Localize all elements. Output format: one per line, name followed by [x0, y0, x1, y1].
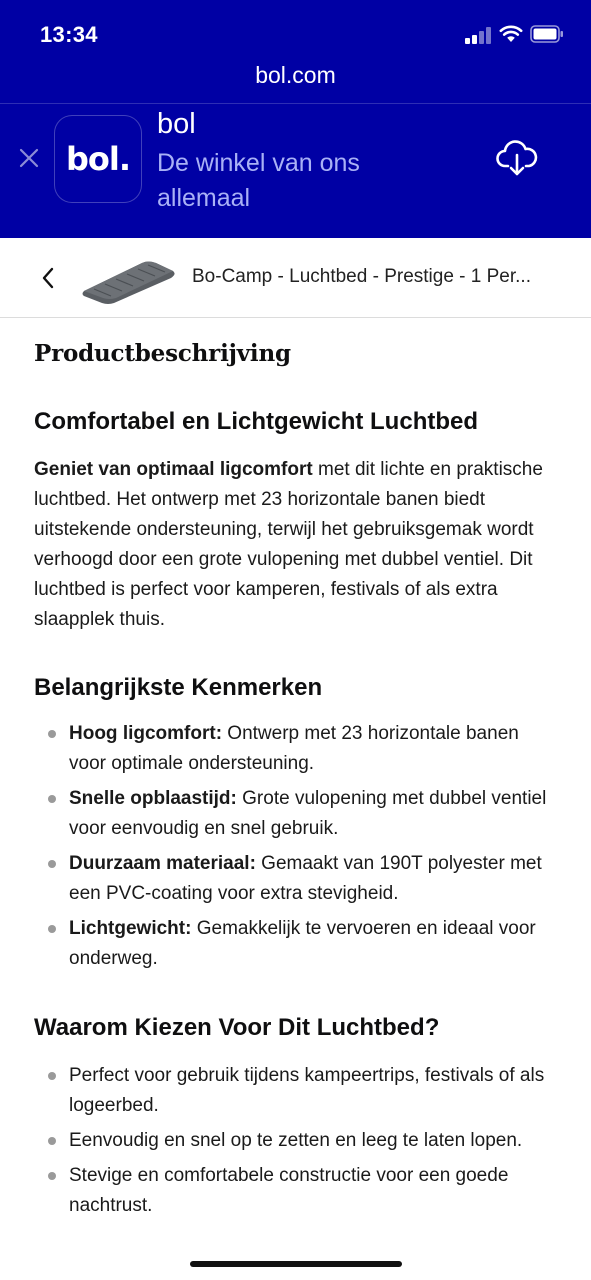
feature-text: Gemakkelijk te vervoeren en ideaal voor onderweg.: [69, 918, 536, 969]
app-logo-text: bol.: [65, 140, 130, 178]
list-item: [34, 784, 554, 844]
intro-text: met dit lichte en praktische luchtbed. Het ontwerp met 23 horizontale banen biedt uitstekende ondersteuning, terwijl het gebruiksgemak wordt verhoogd door een grote vulopening met dubbel ventiel. Dit luchtbed is perfect voor kamperen, festivals of als extra slaapplek thuis.: [34, 459, 543, 630]
app-tagline: De winkel van ons allemaal: [157, 149, 360, 212]
list-item: [34, 719, 554, 779]
heading-comfortable: Comfortabel en Lichtgewicht Luchtbed: [34, 408, 479, 435]
feature-text: Gemaakt van 190T polyester met een PVC-coating voor extra stevigheid.: [69, 853, 542, 904]
list-item: Eenvoudig en snel op te zetten en leeg te laten lopen.: [34, 1126, 554, 1156]
list-item: Perfect voor gebruik tijdens kampeertrips, festivals of als logeerbed.: [34, 1061, 554, 1121]
heading-why: Waarom Kiezen Voor Dit Luchtbed?: [34, 1014, 440, 1041]
intro-bold: Geniet van optimaal ligcomfort: [34, 459, 313, 480]
product-header: [0, 238, 591, 318]
feature-label: Duurzaam materiaal:: [69, 853, 256, 874]
app-top-area: [0, 0, 591, 238]
signal-icon: [465, 26, 493, 44]
download-cloud-icon[interactable]: [496, 138, 538, 178]
feature-label: Lichtgewicht:: [69, 918, 192, 939]
back-chevron-icon[interactable]: [38, 264, 58, 292]
list-item: Stevige en comfortabele constructie voor een goede nachtrust.: [34, 1161, 554, 1221]
app-logo[interactable]: [54, 115, 142, 203]
reasons-list: [34, 1061, 554, 1226]
list-item: [34, 849, 554, 909]
wifi-icon: [499, 24, 523, 44]
product-title[interactable]: Bo-Camp - Luchtbed - Prestige - 1 Per...: [192, 266, 531, 287]
close-icon[interactable]: [17, 146, 41, 170]
list-item: [34, 914, 554, 974]
feature-label: Hoog ligcomfort:: [69, 723, 223, 744]
status-time: 13:34: [40, 22, 98, 47]
feature-text: Grote vulopening met dubbel ventiel voor eenvoudig en snel gebruik.: [69, 788, 547, 839]
feature-text: Ontwerp met 23 horizontale banen voor optimale ondersteuning.: [69, 723, 519, 774]
feature-label: Snelle opblaastijd:: [69, 788, 237, 809]
product-thumbnail[interactable]: [78, 249, 178, 307]
status-bar: [0, 0, 591, 66]
features-list: [34, 719, 554, 979]
intro-paragraph: [34, 455, 554, 635]
divider: [0, 103, 591, 104]
home-indicator[interactable]: [190, 1261, 402, 1267]
browser-url[interactable]: bol.com: [255, 62, 336, 88]
heading-features: Belangrijkste Kenmerken: [34, 674, 323, 701]
section-title: Productbeschrijving: [34, 340, 291, 367]
battery-icon: [530, 25, 564, 43]
app-name: bol: [157, 108, 196, 140]
